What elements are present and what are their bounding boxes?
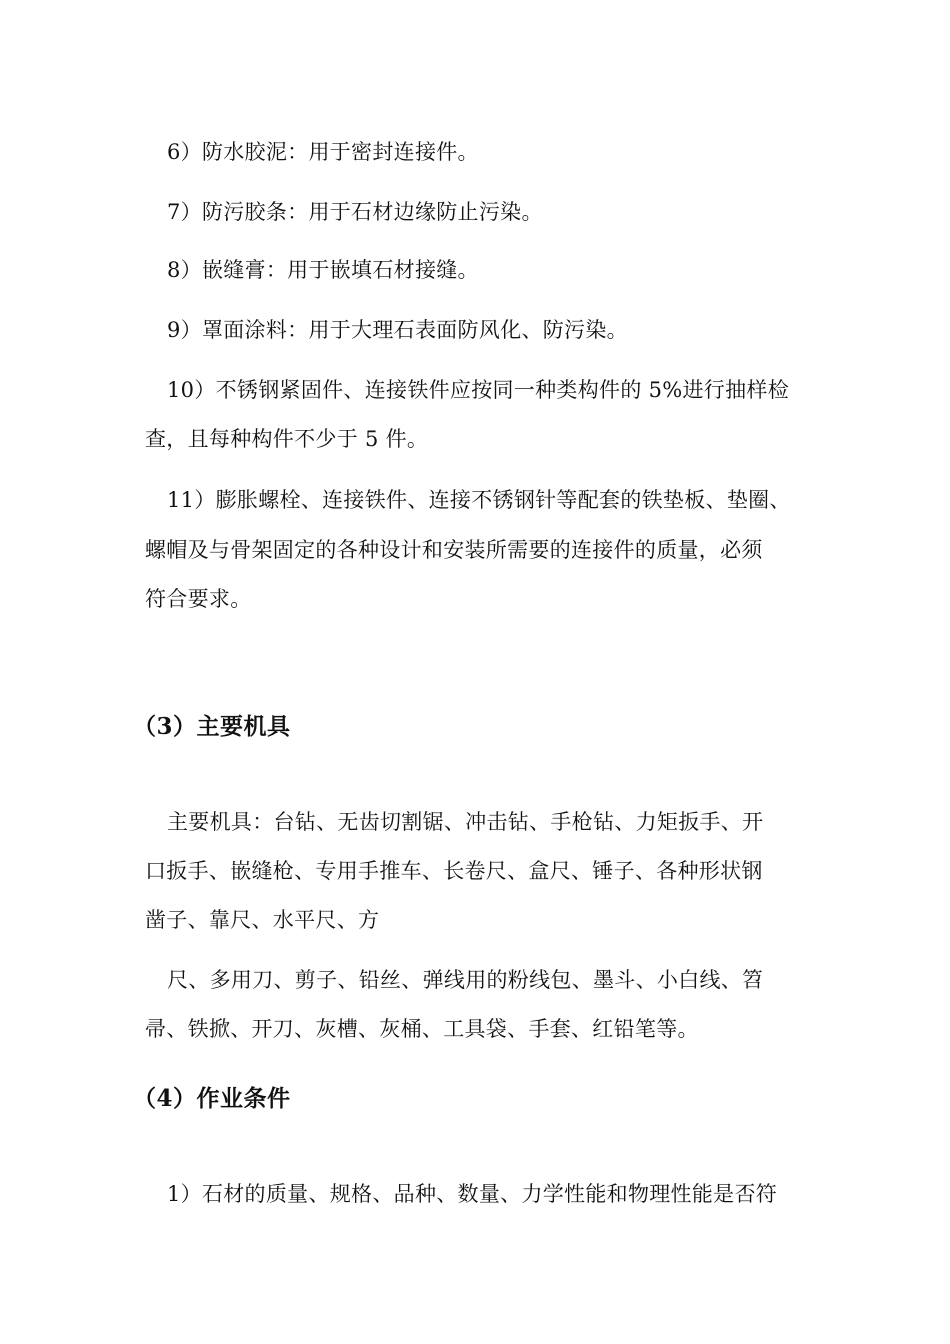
- list-item-11-line-1: 11）膨胀螺栓、连接铁件、连接不锈钢针等配套的铁垫板、垫圈、: [167, 488, 791, 512]
- tools-paragraph-2-line-2: 帚、铁掀、开刀、灰槽、灰桶、工具袋、手套、红铅笔等。: [145, 1017, 699, 1041]
- list-item-11-line-3: 符合要求。: [145, 587, 252, 611]
- section-3-heading: （3）主要机具: [133, 713, 291, 740]
- list-item-7: 7）防污胶条：用于石材边缘防止污染。: [167, 200, 543, 224]
- tools-paragraph-2-line-1: 尺、多用刀、剪子、铅丝、弹线用的粉线包、墨斗、小白线、笤: [167, 968, 764, 992]
- section-4-heading: （4）作业条件: [133, 1085, 291, 1112]
- list-item-8: 8）嵌缝膏：用于嵌填石材接缝。: [167, 258, 479, 282]
- list-item-10-line-2: 查，且每种构件不少于 5 件。: [145, 427, 429, 451]
- tools-paragraph-line-2: 口扳手、嵌缝枪、专用手推车、长卷尺、盒尺、锤子、各种形状钢: [145, 859, 763, 883]
- list-item-9: 9）罩面涂料：用于大理石表面防风化、防污染。: [167, 318, 628, 342]
- conditions-item-1-line-1: 1）石材的质量、规格、品种、数量、力学性能和物理性能是否符: [167, 1182, 778, 1206]
- list-item-11-line-2: 螺帽及与骨架固定的各种设计和安装所需要的连接件的质量，必须: [145, 538, 763, 562]
- tools-paragraph-line-3: 凿子、靠尺、水平尺、方: [145, 908, 380, 932]
- list-item-10-line-1: 10）不锈钢紧固件、连接铁件应按同一种类构件的 5%进行抽样检: [167, 378, 790, 402]
- list-item-6: 6）防水胶泥：用于密封连接件。: [167, 140, 479, 164]
- tools-paragraph-line-1: 主要机具：台钻、无齿切割锯、冲击钻、手枪钻、力矩扳手、开: [167, 810, 764, 834]
